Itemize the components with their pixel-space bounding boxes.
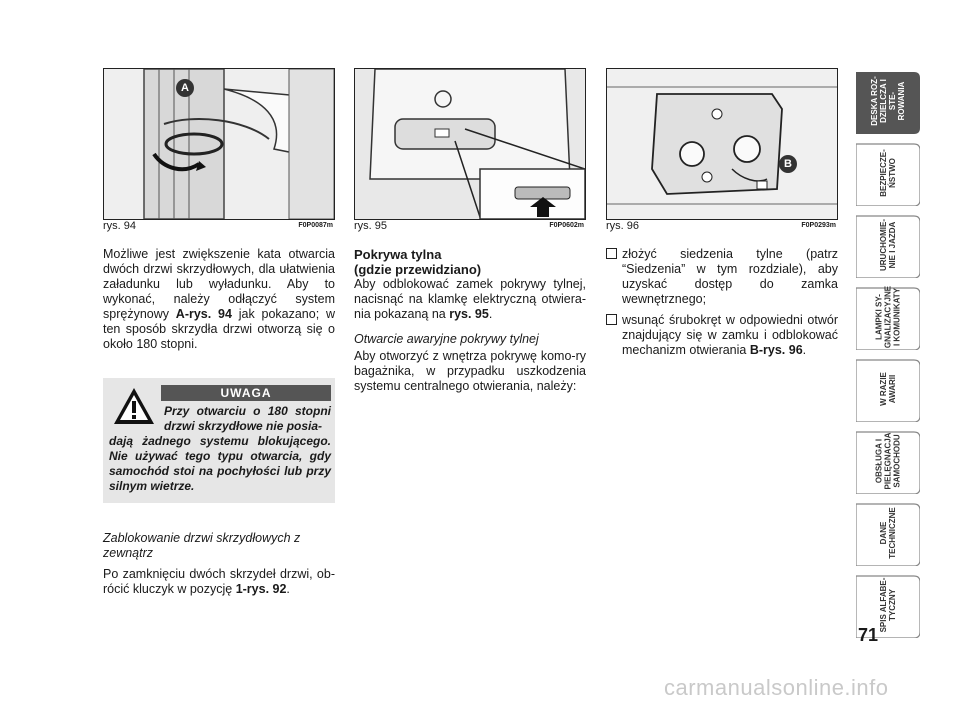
tab-obsluga[interactable] [856,428,920,494]
callout-b: B [779,155,797,173]
figure-96-caption [606,219,838,233]
tab-label: SPIS ALFABE- TYCZNY [879,577,897,633]
door-spring-illustration [104,69,334,219]
subheading: Zablokowanie drzwi skrzydłowych z zewnątrz [103,531,301,560]
text: złożyć siedzenia tylne (patrz “Siedzenia” w tym rozdziale), aby uzyskać dostęp do zamka wewnętrznego; [622,247,838,306]
text: Możliwe jest zwiększenie kata otwarcia dwóch drzwi skrzydłowych, dla ułatwienia załadunku lub wyładunku. Aby to wykonać, należy odłączyć system sprężynowy [103,247,335,321]
figure-95 [354,68,586,220]
list-item [606,313,838,358]
column-2 [354,247,586,404]
tailgate-handle-illustration [355,69,585,219]
figure-reference: B-rys. 96 [749,343,803,357]
paragraph [103,247,335,352]
tab-label: LAMPKI SY- GNALIZACYJNE I KOMUNIKATY [874,285,902,349]
checkbox-bullet-icon [606,314,617,325]
tab-label: DESKA ROZ- DZIELCZA I STE- ROWANIA [870,76,906,126]
lock-mechanism-illustration [607,69,837,219]
subheading: Otwarcie awaryjne pokrywy tylnej [354,332,539,346]
tab-label: W RAZIE AWARII [879,372,897,406]
figure-reference: rys. 95 [449,307,489,321]
text: Po zamknięciu dwóch skrzydeł drzwi, ob-rócić kluczyk w pozycję [103,567,335,596]
tab-label: BEZPIECZE- ŃSTWO [879,149,897,197]
warning-box [103,378,335,503]
section-heading-sub: (gdzie przewidziano) [354,262,482,277]
text: dają żadnego systemu blokującego. Nie używać tego typu otwarcia, gdy samochód stoi na pochyłości lub przy silnym wietrze. [109,434,331,493]
paragraph [354,277,586,322]
list-item [606,247,838,307]
text: . [802,343,807,357]
page-number: 71 [858,625,879,645]
tab-label: URUCHOMIE- NIE I JAZDA [879,219,897,271]
figure-reference: A-rys. 94 [175,307,232,321]
callout-a: A [176,79,194,97]
text: jak pokazano; w ten sposób skrzydła drzwi otworzą się o około 180 stopni. [103,307,336,351]
paragraph [103,567,335,597]
text: Aby odblokować zamek pokrywy tylnej, nacisnąć na klamkę elektryczną otwiera-nia pokazaną na [354,277,586,321]
column-1-bottom [103,531,335,607]
figure-95-caption [354,219,586,233]
tab-awarie[interactable] [856,356,920,422]
tab-dane-techniczne[interactable] [856,500,920,566]
caption-code: F0P0602m [549,222,584,229]
text: . [286,582,290,596]
warning-title: UWAGA [161,385,331,401]
tab-label: OBSŁUGA I PIELĘGNACJA SAMOCHODU [874,432,902,490]
figure-94-caption [103,219,335,233]
tab-bezpieczenstwo[interactable] [856,140,920,206]
column-1 [103,247,335,362]
checkbox-bullet-icon [606,248,617,259]
caption-label: rys. 96 [606,220,640,232]
figure-94 [103,68,335,220]
caption-label: rys. 94 [103,220,137,232]
watermark: carmanualsonline.info [664,675,889,700]
warning-text [109,404,331,494]
text: Przy otwarciu o 180 stopni drzwi skrzydłowe nie posia- [164,404,331,433]
paragraph: Aby otworzyć z wnętrza pokrywę komo-ry bagażnika, w przypadku uszkodzenia systemu centralnego otwierania, należy: [354,349,586,393]
figure-96 [606,68,838,220]
caption-label: rys. 95 [354,220,388,232]
tab-uruchomienie[interactable] [856,212,920,278]
text: . [488,307,493,321]
text: wsunąć śrubokręt w odpowiedni otwór znajdujący się w zamku i odblokować mechanizm otwierania [622,313,838,357]
column-3 [606,247,838,364]
tab-lampki[interactable] [856,284,920,350]
caption-code: F0P0293m [801,222,836,229]
tab-deska-rozdzielcza[interactable] [856,68,920,134]
caption-code: F0P0087m [298,222,333,229]
section-heading: Pokrywa tylna [354,247,442,262]
figure-reference: 1-rys. 92 [235,582,287,596]
tab-label: DANE TECHNICZNE [879,507,897,559]
